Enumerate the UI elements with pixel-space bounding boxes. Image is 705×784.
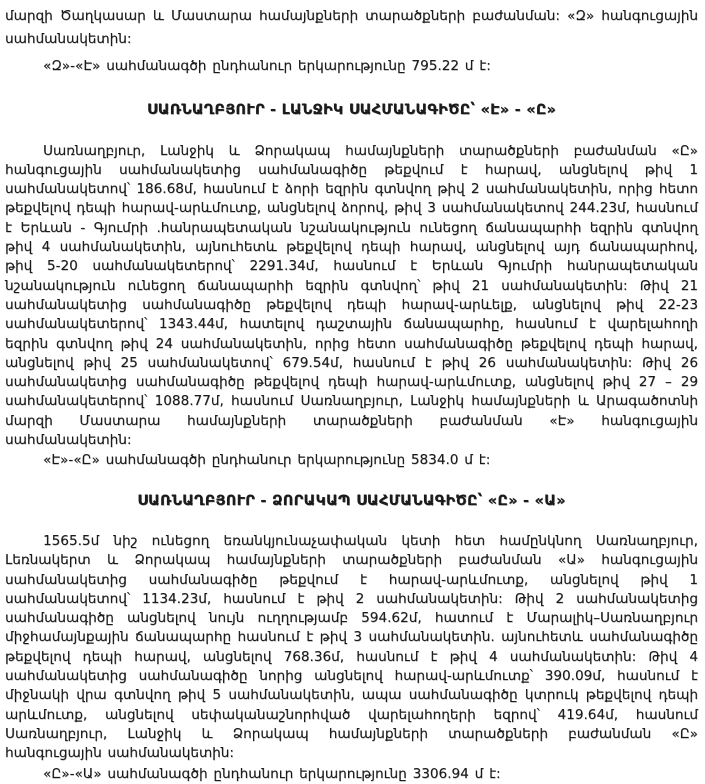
paragraph-continuation: մարզի Ծաղկասար և Մաստարա համայնքների տարածքների բաժանման: «Զ» հանգուցային սահմանակետին: — [5, 8, 698, 47]
section-body-sarnaghbyur-lanjik: Սառնաղբյուր, Լանջիկ և Ձորակապ համայնքների տարածքների բաժանման «Ը» հանգուցային սահմանակետից սահմանագիծը թեքվում է հարավ, անցնելով թիվ 1 սահմանակետով՝ 186.68մ, հասնում է ձորի եզրին գտնվող թիվ 2 սահմանակետին, որից հետո թեքվելով դեպի հարավ-արևմուտք, անցնելով ձորով, թիվ 3 սահմանակետով 244.23մ, հասնում է Երևան - Գյումրի .հանրապետական նշանակություն ունեցող ճանապարհի եզրին գտնվող թիվ 4 սահմանակետին, այնուհետև թեքվելով դեպի հարավ, անցնելով այդ ճանապարհով, թիվ 5-20 սահմանակետերով՝ 2291.34մ, հասնում է Երևան Գյումրի հանրապետական նշանակություն ունեցող ճանապարհի եզրին գտնվող՝ թիվ 21 սահմանակետին: Թիվ 21 սահմանակետից սահմանագիծը թեքվելով դեպի հարավ-արևելք, անցնելով թիվ 22-23 սահմանակետերով՝ 1343.44մ, հատելով դաշտային ճանապարհը, հասնում է վարելահողի եզրին գտնվող թիվ 24 սահմանակետին, որից հետո սահմանագիծը թեքվելով դեպի հարավ, անցնելով թիվ 25 սահմանակետով՝ 679.54մ, հասնում է թիվ 26 սահմանակետին: Թիվ 26 սահմանակետից սահմանագիծը թեքվելով դեպի հարավ-արևմուտք, անցնելով թիվ 27 – 29 սահմանակետերով՝ 1088.77մ, հասնում Սառնաղբյուր, Լանջիկ համայնքների և Արագածոտնի մարզի Մաստարա համայնքների տարածքների բաժանման «Է» հանգուցային սահմանակետին: — [5, 142, 698, 449]
total-length-line-e-y: «Է»-«Ը» սահմանագծի ընդհանուր երկարությունը 5834.0 մ է: — [43, 452, 491, 469]
section-heading-sarnaghbyur-dzorakap: ՍԱՌՆԱՂԲՅՈՒՐ - ՁՈՐԱԿԱՊ ՍԱՀՄԱՆԱԳԻԾԸ՝ «Ը» - «Ա» — [137, 492, 566, 509]
section-body-sarnaghbyur-dzorakap: 1565.5մ նիշ ունեցող եռանկյունաչափական կետի հետ համընկնող Սառնաղբյուր, Լեռնակերտ և Ձորակապ համայնքների տարածքների բաժանման «Ա» հանգուցային սահմանակետից սահմանագիծը թեքվում է հարավ-արևմուտք, անցնելով թիվ 1 սահմանակետով՝ 1134.23մ, հասնում է թիվ 2 սահմանակետին: Թիվ 2 սահմանակետից սահմանագիծը անցնելով նույն ուղղությամբ 594.62մ, հատում է Մարալիկ–Սառնաղբյուր միջհամայնքային ճանապարհը հասնում է թիվ 3 սահմանակետին. այնուհետև սահմանագիծը թեքվելով դեպի հարավ, անցնելով 768.36մ, հասնում է թիվ 4 սահմանակետին: Թիվ 4 սահմանակետից սահմանագիծը նորից անցնելով հարավ-արևմուտք՝ 390.09մ, հասնում է միջնակի վրա գտնվող թիվ 5 սահմանակետին, ապա սահմանագիծը կտրուկ թեքվելով դեպի արևմուտք, անցնելով սեփականաշնորհված վարելահողերի եզրով՝ 419.64մ, հասնում Սառնաղբյուր, Լանջիկ և Ձորակապ համայնքների տարածքների բաժանման «Ը» հանգուցային սահմանակետին: — [5, 532, 698, 762]
total-length-line-z-e: «Զ»-«Է» սահմանագծի ընդհանուր երկարությունը 795.22 մ է: — [43, 58, 491, 74]
total-length-line-y-a: «Ը»-«Ա» սահմանագծի ընդհանուր երկարությունը 3306.94 մ է: — [43, 765, 501, 782]
section-heading-sarnaghbyur-lanjik: ՍԱՌՆԱՂԲՅՈՒՐ - ԼԱՆՋԻԿ ՍԱՀՄԱՆԱԳԻԾԸ՝ «Է» - «Ը» — [146, 102, 557, 119]
